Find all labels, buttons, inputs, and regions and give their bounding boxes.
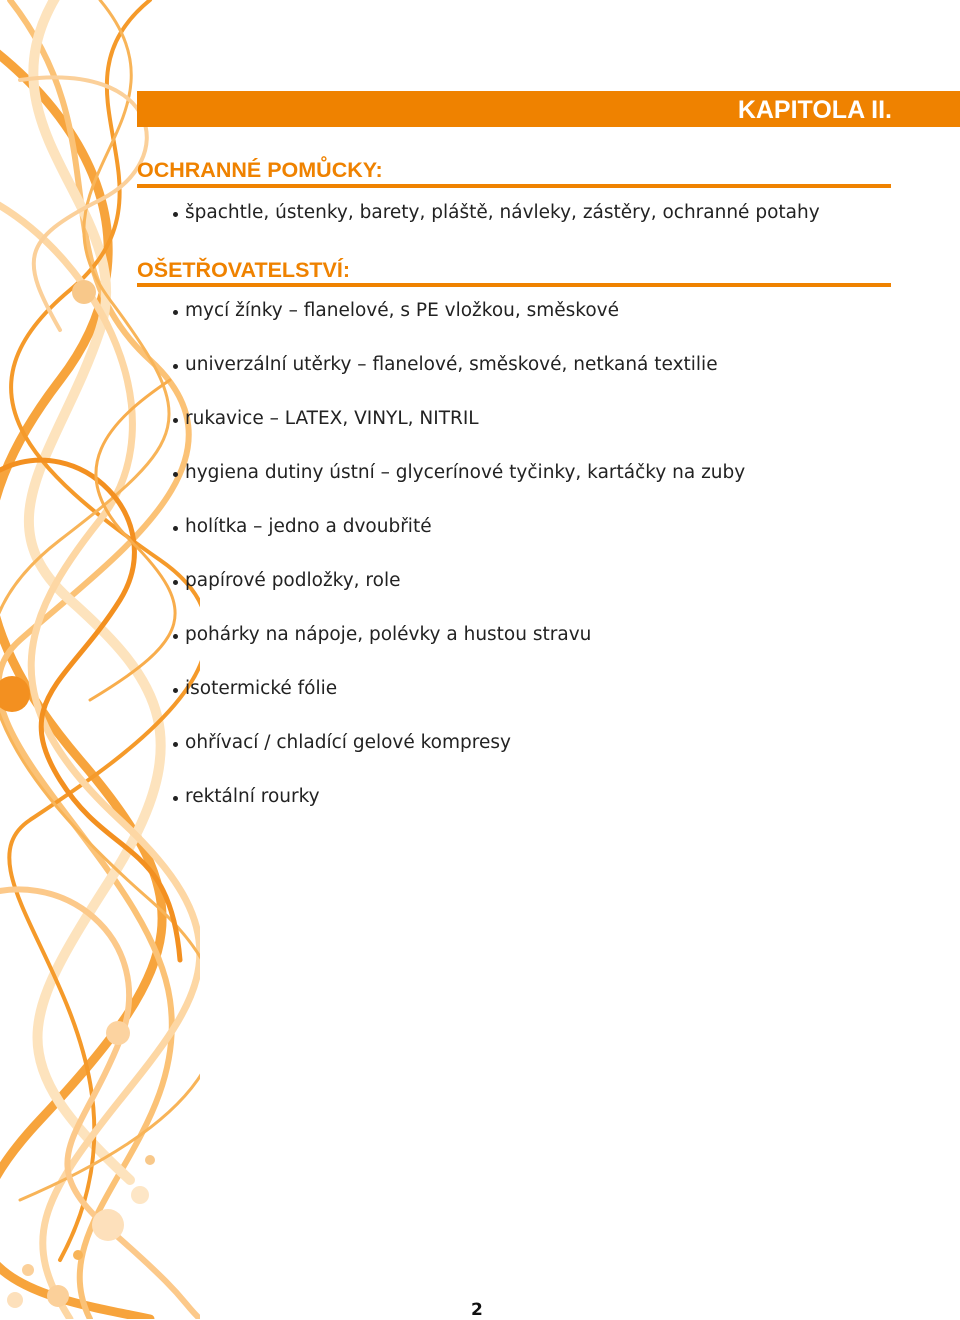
list-item [173, 516, 745, 570]
list-item-text: mycí žínky – flanelové, s PE vložkou, směskové [185, 300, 620, 321]
swirl-line [0, 889, 200, 1319]
list-item [173, 732, 745, 786]
section-title-protective-aids: OCHRANNÉ POMŮCKY: [137, 158, 383, 182]
list-item-text: rektální rourky [185, 786, 320, 807]
chapter-header-bar [137, 91, 960, 127]
bullet-icon [173, 580, 178, 585]
list-item [173, 786, 745, 840]
list-item [173, 678, 745, 732]
orange-swirl-decoration [0, 0, 200, 1319]
list-item-text: pohárky na nápoje, polévky a hustou stravu [185, 624, 592, 645]
bullet-icon [173, 472, 178, 477]
decor-dot [47, 1285, 69, 1307]
decor-dot [145, 1155, 155, 1165]
decor-dot [72, 280, 96, 304]
decor-dot [22, 1264, 34, 1276]
protective-aids-list [173, 202, 820, 256]
bullet-icon [173, 796, 178, 801]
decor-dot [106, 1021, 130, 1045]
bullet-icon [173, 742, 178, 747]
list-item-text: rukavice – LATEX, VINYL, NITRIL [185, 408, 479, 429]
list-item [173, 202, 820, 256]
section-divider [137, 184, 891, 188]
list-item-text: ohřívací / chladící gelové kompresy [185, 732, 511, 753]
list-item-text: holítka – jedno a dvoubřité [185, 516, 432, 537]
section-divider [137, 283, 891, 287]
chapter-label: KAPITOLA II. [737, 96, 892, 124]
bullet-icon [173, 688, 178, 693]
list-item [173, 354, 745, 408]
bullet-icon [173, 212, 178, 217]
bullet-icon [173, 364, 178, 369]
decor-dot [7, 1292, 23, 1308]
section-title-nursing: OŠETŘOVATELSTVÍ: [137, 258, 351, 282]
nursing-list [173, 300, 745, 840]
list-item [173, 408, 745, 462]
list-item-text: univerzální utěrky – flanelové, směskové, netkaná textilie [185, 354, 718, 375]
decor-dot [73, 1250, 83, 1260]
decor-dot [92, 1209, 124, 1241]
bullet-icon [173, 418, 178, 423]
bullet-icon [173, 526, 178, 531]
list-item [173, 300, 745, 354]
list-item-text: papírové podložky, role [185, 570, 401, 591]
list-item-text: hygiena dutiny ústní – glycerínové tyčinky, kartáčky na zuby [185, 462, 746, 483]
list-item [173, 570, 745, 624]
list-item [173, 624, 745, 678]
bullet-icon [173, 310, 178, 315]
list-item-text: isotermické fólie [185, 678, 338, 699]
bullet-icon [173, 634, 178, 639]
list-item-text: špachtle, ústenky, barety, pláště, návleky, zástěry, ochranné potahy [185, 202, 820, 223]
decor-dot [131, 1186, 149, 1204]
list-item [173, 462, 745, 516]
page-number: 2 [471, 1300, 483, 1320]
